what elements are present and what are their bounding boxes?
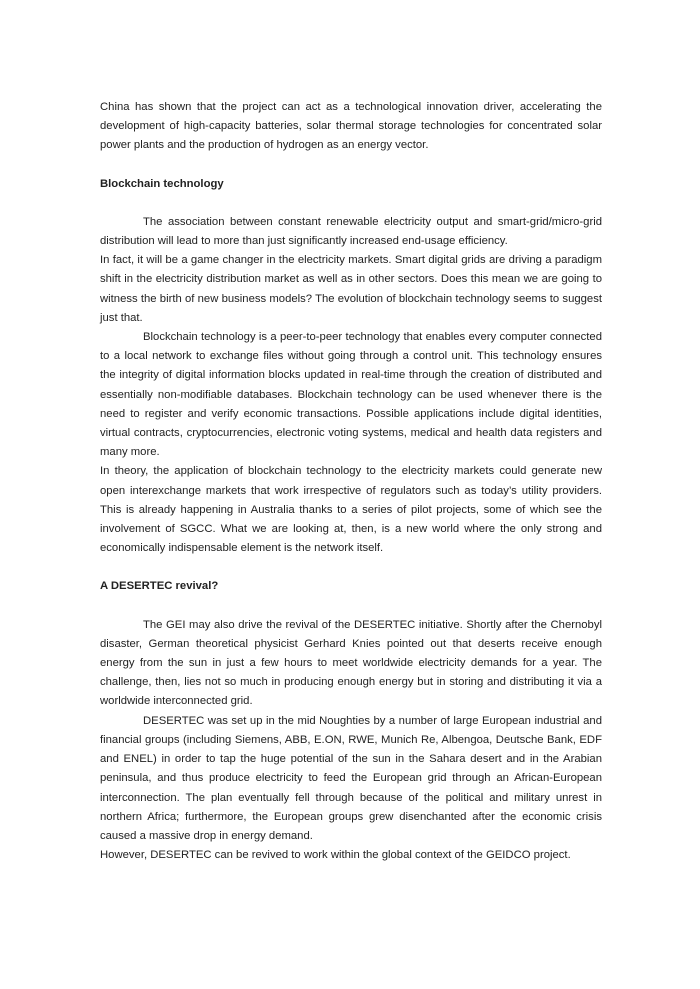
intro-paragraph: China has shown that the project can act as a technological innovation driver, accelerating the development of high-capacity batteries, solar thermal storage technologies for concentrated solar power plants and the production of hydrogen as an energy vector.: [100, 101, 602, 152]
blockchain-paragraph-2: In fact, it will be a game changer in the electricity markets. Smart digital grids are driving a paradigm shift in the electricity distribution market as well as in other sectors. Does this mean we are going to witness the birth of new business models? The evolution of blockchain technology seems to suggest just that.: [100, 254, 602, 324]
blockchain-heading: Blockchain technology: [100, 177, 224, 190]
document-page: [100, 98, 602, 865]
desertec-paragraph-2: DESERTEC was set up in the mid Noughties by a number of large European industrial and financial groups (including Siemens, ABB, E.ON, RWE, Munich Re, Albengoa, Deutsche Bank, EDF and ENEL) in order to tap the huge potential of the sun in the Sahara desert and in the Arabian peninsula, and thus produce electricity to feed the European grid through an African-European interconnection. The plan eventually fell through because of the political and military unrest in northern Africa; furthermore, the European groups grew disenchanted after the economic crisis caused a massive drop in energy demand.: [100, 714, 602, 842]
blockchain-paragraph-3: Blockchain technology is a peer-to-peer technology that enables every computer connected to a local network to exchange files without going through a control unit. This technology ensures the integrity of digital information blocks updated in real-time through the creation of distributed and essentially non-modifiable databases. Blockchain technology can be used whenever there is the need to register and verify economic transactions. Possible applications include digital identities, virtual contracts, cryptocurrencies, electronic voting systems, medical and health data registers and many more.: [100, 331, 602, 459]
desertec-paragraph-3: However, DESERTEC can be revived to work within the global context of the GEIDCO project.: [100, 849, 571, 862]
blockchain-paragraph-4: In theory, the application of blockchain technology to the electricity markets could generate new open interexchange markets that work irrespective of regulators such as today’s utility providers. This is already happening in Australia thanks to a series of pilot projects, some of which see the involvement of SGCC. What we are looking at, then, is a new world where the only strong and economically indispensable element is the network itself.: [100, 465, 602, 555]
desertec-paragraph-1: The GEI may also drive the revival of the DESERTEC initiative. Shortly after the Chernobyl disaster, German theoretical physicist Gerhard Knies pointed out that deserts receive enough energy from the sun in just a few hours to meet worldwide electricity demands for a year. The challenge, then, lies not so much in producing enough energy but in storing and distributing it via a worldwide interconnected grid.: [100, 618, 602, 708]
desertec-heading: A DESERTEC revival?: [100, 580, 219, 593]
blockchain-paragraph-1: The association between constant renewable electricity output and smart-grid/micro-grid distribution will lead to more than just significantly increased end-usage efficiency.: [100, 215, 602, 248]
